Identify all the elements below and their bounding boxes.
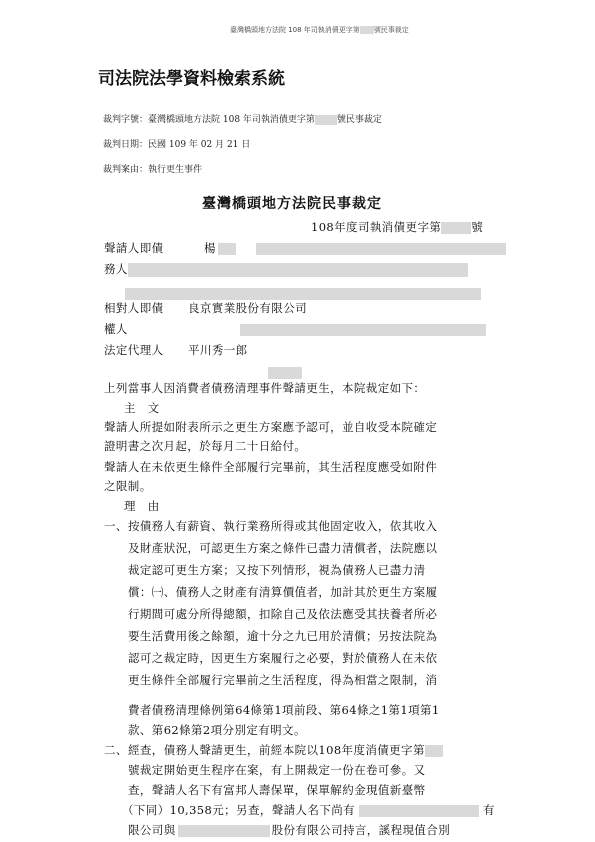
redaction: [125, 288, 481, 300]
party-representative-redaction: [268, 362, 302, 381]
main-item-1-line-2: 證明書之次月起，於每月二十日給付。: [104, 439, 307, 453]
main-item-2-line-1: 聲請人在未依更生條件全部履行完畢前，其生活程度應受如附件: [104, 460, 438, 474]
meta-case-label: 裁判字號：: [103, 115, 149, 125]
redaction: [178, 825, 270, 837]
reason-2-line-1: [128, 742, 443, 758]
document-case-number: [311, 219, 483, 235]
reason-1-line-9: 費者債務清理條例第64條第1項前段、第64條之1第1項第1: [128, 703, 440, 717]
running-header-prefix: 臺灣橋頭地方法院 108 年司執消債更字第: [230, 26, 360, 34]
meta-case-prefix: 臺灣橋頭地方法院 108 年司執消債更字第: [148, 115, 315, 125]
party-label: 聲請人即債: [104, 241, 164, 255]
party-name: 楊: [204, 241, 216, 255]
redaction: [256, 243, 506, 255]
reason-2-line-1-text: 經查，債務人聲請更生，前經本院以108年度消債更字第: [128, 743, 425, 757]
meta-date: [103, 137, 250, 150]
party-name: 平川秀一郎: [188, 343, 248, 357]
document-title: 臺灣橋頭地方法院民事裁定: [202, 196, 382, 212]
party-applicant-line2: [104, 261, 468, 277]
meta-date-value: 民國 109 年 02 月 21 日: [148, 140, 251, 150]
reason-1-number: 一、: [104, 519, 128, 533]
reason-1-line-6: 要生活費用後之餘額，逾十分之九已用於清償；另按法院為: [128, 629, 438, 643]
meta-reason: [103, 162, 202, 175]
reason-2-line-2: 號裁定開始更生程序在案，有上開裁定一份在卷可參。又: [128, 763, 426, 777]
party-label: 權人: [104, 322, 128, 336]
reason-2-line-3: 查，聲請人名下有富邦人壽保單，保單解約金現值新臺幣: [128, 783, 426, 797]
main-item-1-line-1: 聲請人所提如附表所示之更生方案應予認可，並自收受本院確定: [104, 420, 438, 434]
reason-1-line-8: 更生條件全部履行完畢前之生活程度，得為相當之限制，消: [128, 673, 438, 687]
party-label: 相對人即債: [104, 301, 164, 315]
reason-1-line-1: 按債務人有薪資、執行業務所得或其他固定收入，依其收入: [128, 519, 438, 533]
redaction: [315, 115, 337, 125]
meta-case-number: [103, 112, 382, 125]
running-header: [230, 25, 409, 35]
reason-1-line-4: 償：㈠、債務人之財產有清算價值者，加計其於更生方案履: [128, 585, 438, 599]
reason-2-line-5-tail: 股份有限公司持言，謑程現值合別: [271, 823, 451, 837]
party-applicant: [104, 240, 506, 256]
redaction: [128, 263, 468, 277]
redaction: [359, 805, 479, 817]
meta-case-suffix: 號民事裁定: [336, 115, 382, 125]
intro-line: 上列當事人因消費者債務清理事件聲請更生，本院裁定如下：: [104, 381, 426, 395]
redaction: [425, 745, 443, 757]
doc-case-suffix: 號: [471, 220, 484, 234]
redaction: [218, 243, 236, 255]
redaction: [240, 324, 486, 336]
system-title: 司法院法學資料檢索系統: [98, 69, 285, 89]
reason-1-line-2: 及財產狀況，可認更生方案之條件已盡力清償者，法院應以: [128, 541, 438, 555]
redaction: [441, 222, 471, 234]
running-header-suffix: 號民事裁定: [373, 26, 409, 34]
reason-1-line-10: 款、第62條第2項分別定有明文。: [128, 723, 306, 737]
party-name: 良京實業股份有限公司: [188, 301, 307, 315]
meta-reason-value: 執行更生事件: [148, 165, 203, 175]
reason-1-line-7: 認可之裁定時，因更生方案履行之必要，對於債務人在未依: [128, 651, 438, 665]
party-representative: [104, 342, 248, 358]
reason-heading: 理 由: [124, 499, 160, 513]
reason-2-number: 二、: [104, 743, 128, 757]
party-respondent: [104, 300, 307, 316]
meta-date-label: 裁判日期：: [103, 140, 149, 150]
party-respondent-line2: [104, 321, 486, 337]
doc-case-prefix: 108年度司執消債更字第: [311, 220, 442, 234]
reason-1-line-5: 行期間可處分所得總額，扣除自己及依法應受其扶養者所必: [128, 607, 438, 621]
redaction: [268, 367, 302, 379]
reason-1-line-3: 裁定認可更生方案；又按下列情形，視為債務人已盡力清: [128, 563, 426, 577]
party-label: 法定代理人: [104, 343, 164, 357]
reason-2-line-4-text: （下同）10,358元；另查，聲請人名下尚有: [122, 803, 356, 817]
main-heading: 主 文: [124, 401, 160, 415]
reason-2-line-5-text: 限公司與: [128, 823, 176, 837]
party-label: 務人: [104, 262, 128, 276]
reason-2-line-4-tail: 有: [483, 803, 495, 817]
reason-2-line-4: [122, 802, 495, 818]
meta-reason-label: 裁判案由：: [103, 165, 149, 175]
reason-2-line-5: [128, 822, 450, 838]
main-item-2-line-2: 之限制。: [104, 479, 152, 493]
redaction: [360, 26, 374, 34]
